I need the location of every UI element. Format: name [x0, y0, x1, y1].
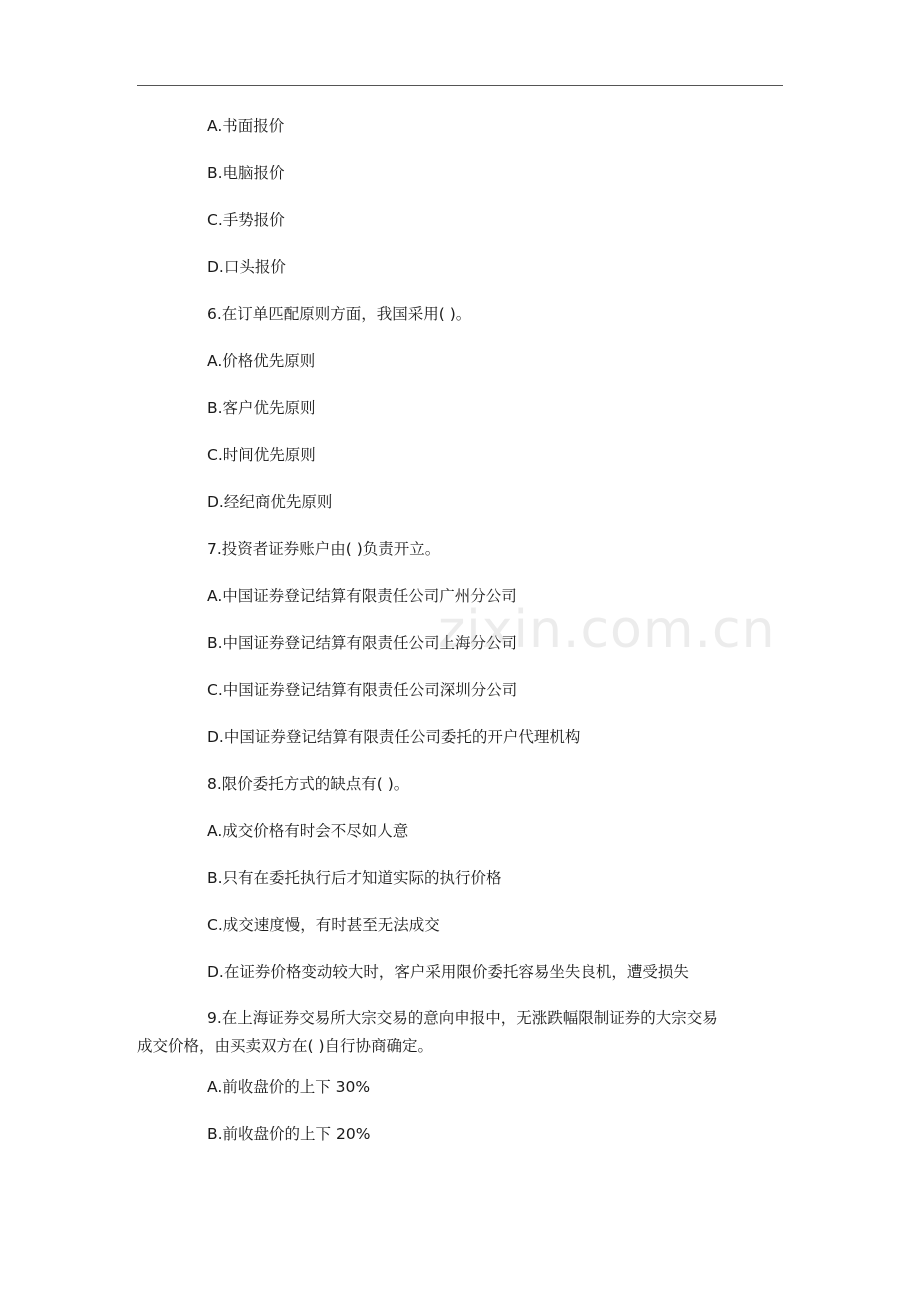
option-line: D.口头报价 — [207, 258, 286, 276]
option-line: C.手势报价 — [207, 211, 285, 229]
option-line: B.客户优先原则 — [207, 399, 316, 417]
option-line: A.中国证券登记结算有限责任公司广州分公司 — [207, 587, 517, 605]
option-line: A.前收盘价的上下 30% — [207, 1078, 371, 1096]
option-line: B.电脑报价 — [207, 164, 285, 182]
option-line: B.中国证券登记结算有限责任公司上海分公司 — [207, 634, 518, 652]
option-line: D.经纪商优先原则 — [207, 493, 333, 511]
document-body — [137, 111, 783, 1166]
question-line: 6.在订单匹配原则方面，我国采用( )。 — [207, 305, 472, 323]
option-line: D.中国证券登记结算有限责任公司委托的开户代理机构 — [207, 728, 581, 746]
option-line: A.成交价格有时会不尽如人意 — [207, 822, 409, 840]
option-line: D.在证券价格变动较大时，客户采用限价委托容易坐失良机，遭受损失 — [207, 963, 689, 981]
option-line: C.成交速度慢，有时甚至无法成交 — [207, 916, 440, 934]
header-rule — [137, 85, 783, 86]
watermark: zixin.com.cn — [438, 600, 776, 660]
question-line — [137, 1004, 783, 1060]
question-text: 9.在上海证券交易所大宗交易的意向申报中，无涨跌幅限制证券的大宗交易 — [207, 1009, 718, 1027]
option-line: A.书面报价 — [207, 117, 285, 135]
question-line: 7.投资者证券账户由( )负责开立。 — [207, 540, 441, 558]
option-line: B.只有在委托执行后才知道实际的执行价格 — [207, 869, 502, 887]
option-line: A.价格优先原则 — [207, 352, 316, 370]
option-line: B.前收盘价的上下 20% — [207, 1125, 371, 1143]
option-line: C.时间优先原则 — [207, 446, 316, 464]
question-text-continued: 成交价格，由买卖双方在( )自行协商确定。 — [137, 1037, 434, 1055]
option-line: C.中国证券登记结算有限责任公司深圳分公司 — [207, 681, 518, 699]
question-line: 8.限价委托方式的缺点有( )。 — [207, 775, 410, 793]
